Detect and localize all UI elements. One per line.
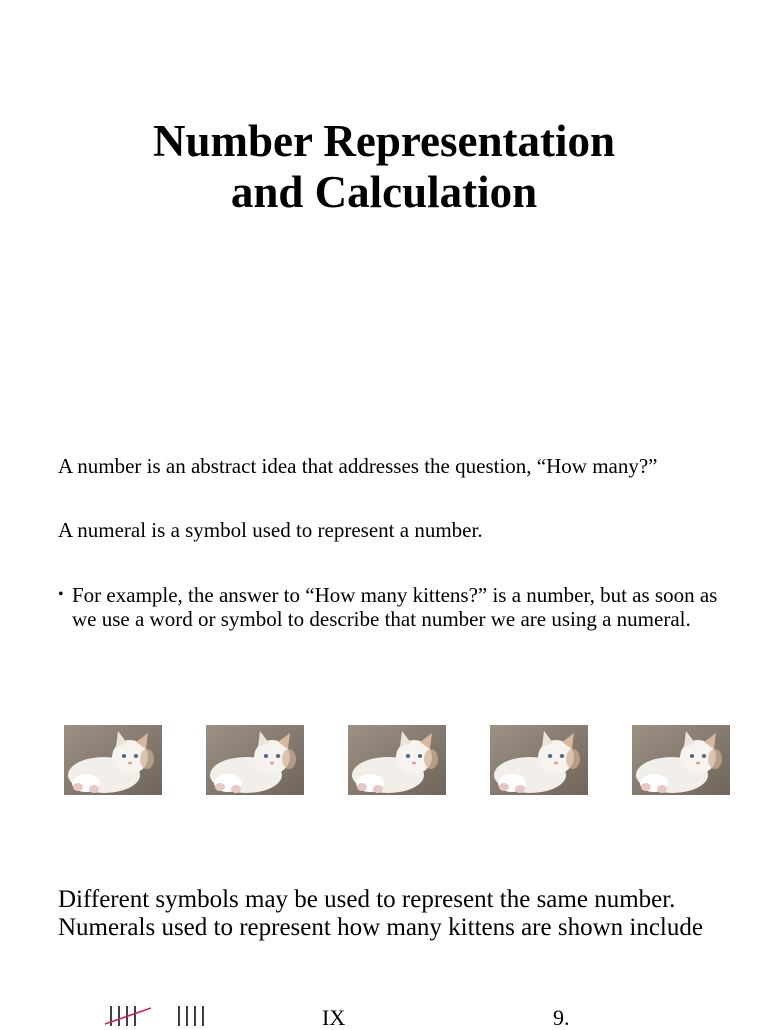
numeral-definition: A numeral is a symbol used to represent a number.	[58, 518, 483, 542]
kitten-image	[348, 725, 446, 795]
example-bullet	[58, 583, 738, 631]
bullet-text: For example, the answer to “How many kittens?” is a number, but as soon as we use a word or symbol to describe that number we are using a numeral.	[72, 583, 718, 631]
roman-numeral: IX	[322, 1005, 346, 1030]
title-line-2: and Calculation	[230, 167, 538, 217]
number-definition: A number is an abstract idea that addresses the question, “How many?”	[58, 454, 658, 478]
kitten-photo-icon	[64, 725, 162, 795]
kitten-image	[632, 725, 730, 795]
tally-marks-icon	[103, 1004, 213, 1026]
kitten-photo-icon	[490, 725, 588, 795]
title-line-1: Number Representation	[152, 116, 616, 166]
kitten-photo-icon	[632, 725, 730, 795]
different-symbols-text: Different symbols may be used to represent the same number. Numerals used to represent how many kittens are shown include	[58, 886, 703, 941]
bullet-marker: •	[58, 586, 64, 603]
kitten-image	[206, 725, 304, 795]
numerals-row	[0, 1000, 768, 1030]
kitten-photo-icon	[206, 725, 304, 795]
kitten-images-row	[0, 725, 768, 795]
kitten-image	[64, 725, 162, 795]
page-title	[0, 116, 768, 218]
kitten-image	[490, 725, 588, 795]
kitten-photo-icon	[348, 725, 446, 795]
arabic-numeral: 9.	[553, 1005, 570, 1030]
